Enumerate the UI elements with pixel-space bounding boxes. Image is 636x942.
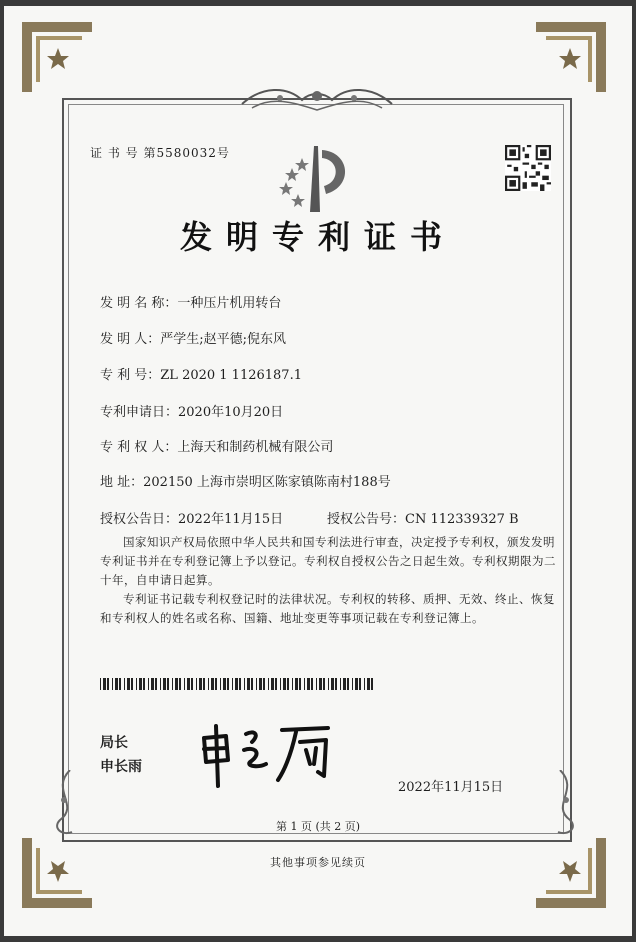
- grant-date-field: [100, 508, 283, 527]
- grant-number-label: 授权公告号：: [327, 512, 406, 527]
- continuation-note: 其他事项参见续页: [270, 856, 366, 869]
- filing-date-label: 专利申请日：: [100, 405, 179, 420]
- address-field: [100, 471, 391, 490]
- corner-ornament: [536, 22, 606, 92]
- handwritten-signature: [196, 720, 336, 790]
- corner-ornament: [22, 838, 92, 908]
- grant-date-value: 2022年11月15日: [178, 512, 284, 527]
- address-value: 202150 上海市崇明区陈家镇陈南村188号: [143, 475, 391, 490]
- filing-date-value: 2020年10月20日: [178, 405, 284, 420]
- top-flourish-ornament: [232, 82, 402, 118]
- corner-ornament: [22, 22, 92, 92]
- qr-code-icon: [505, 145, 551, 191]
- signatory-name: 申长雨: [100, 759, 142, 775]
- corner-ornament: [536, 838, 606, 908]
- certificate-title: 发明专利证书: [179, 218, 456, 256]
- patentee-label: 专 利 权 人：: [100, 440, 178, 455]
- invention-name-field: [100, 292, 281, 311]
- inventors-label: 发 明 人：: [100, 332, 161, 347]
- inventors-field: [100, 328, 286, 347]
- patent-office-emblem-icon: [278, 142, 358, 214]
- grant-date-label: 授权公告日：: [100, 512, 179, 527]
- grant-number-field: [327, 508, 519, 527]
- patent-number-field: [100, 364, 302, 383]
- patentee-value: 上海天和制药机械有限公司: [177, 440, 334, 455]
- invention-name-label: 发 明 名 称：: [100, 296, 178, 311]
- page-number: 第 1 页 (共 2 页): [275, 820, 361, 833]
- patent-number-value: ZL 2020 1 1126187.1: [160, 368, 302, 383]
- signature-date: 2022年11月15日: [398, 780, 504, 795]
- address-label: 地 址：: [100, 475, 144, 490]
- filing-date-field: [100, 401, 283, 420]
- inventors-value: 严学生;赵平德;倪东风: [160, 332, 287, 347]
- legal-status-paragraph: 专利证书记载专利权登记时的法律状况。专利权的转移、质押、无效、终止、恢复和专利权人的姓名或名称、国籍、地址变更等事项记载在专利登记簿上。: [100, 592, 555, 625]
- grant-number-value: CN 112339327 B: [405, 512, 519, 527]
- patentee-field: [100, 436, 333, 455]
- signatory-title: 局长: [100, 735, 128, 751]
- invention-name-value: 一种压片机用转台: [177, 296, 282, 311]
- barcode-icon: [100, 678, 376, 690]
- statement-paragraph: 国家知识产权局依照中华人民共和国专利法进行审查，决定授予专利权，颁发发明专利证书并在专利登记簿上予以登记。专利权自授权公告之日起生效。专利权期限为二十年，自申请日起算。: [100, 535, 556, 587]
- patent-number-label: 专 利 号：: [100, 368, 161, 383]
- certificate-number: 证 书 号 第5580032号: [90, 146, 230, 160]
